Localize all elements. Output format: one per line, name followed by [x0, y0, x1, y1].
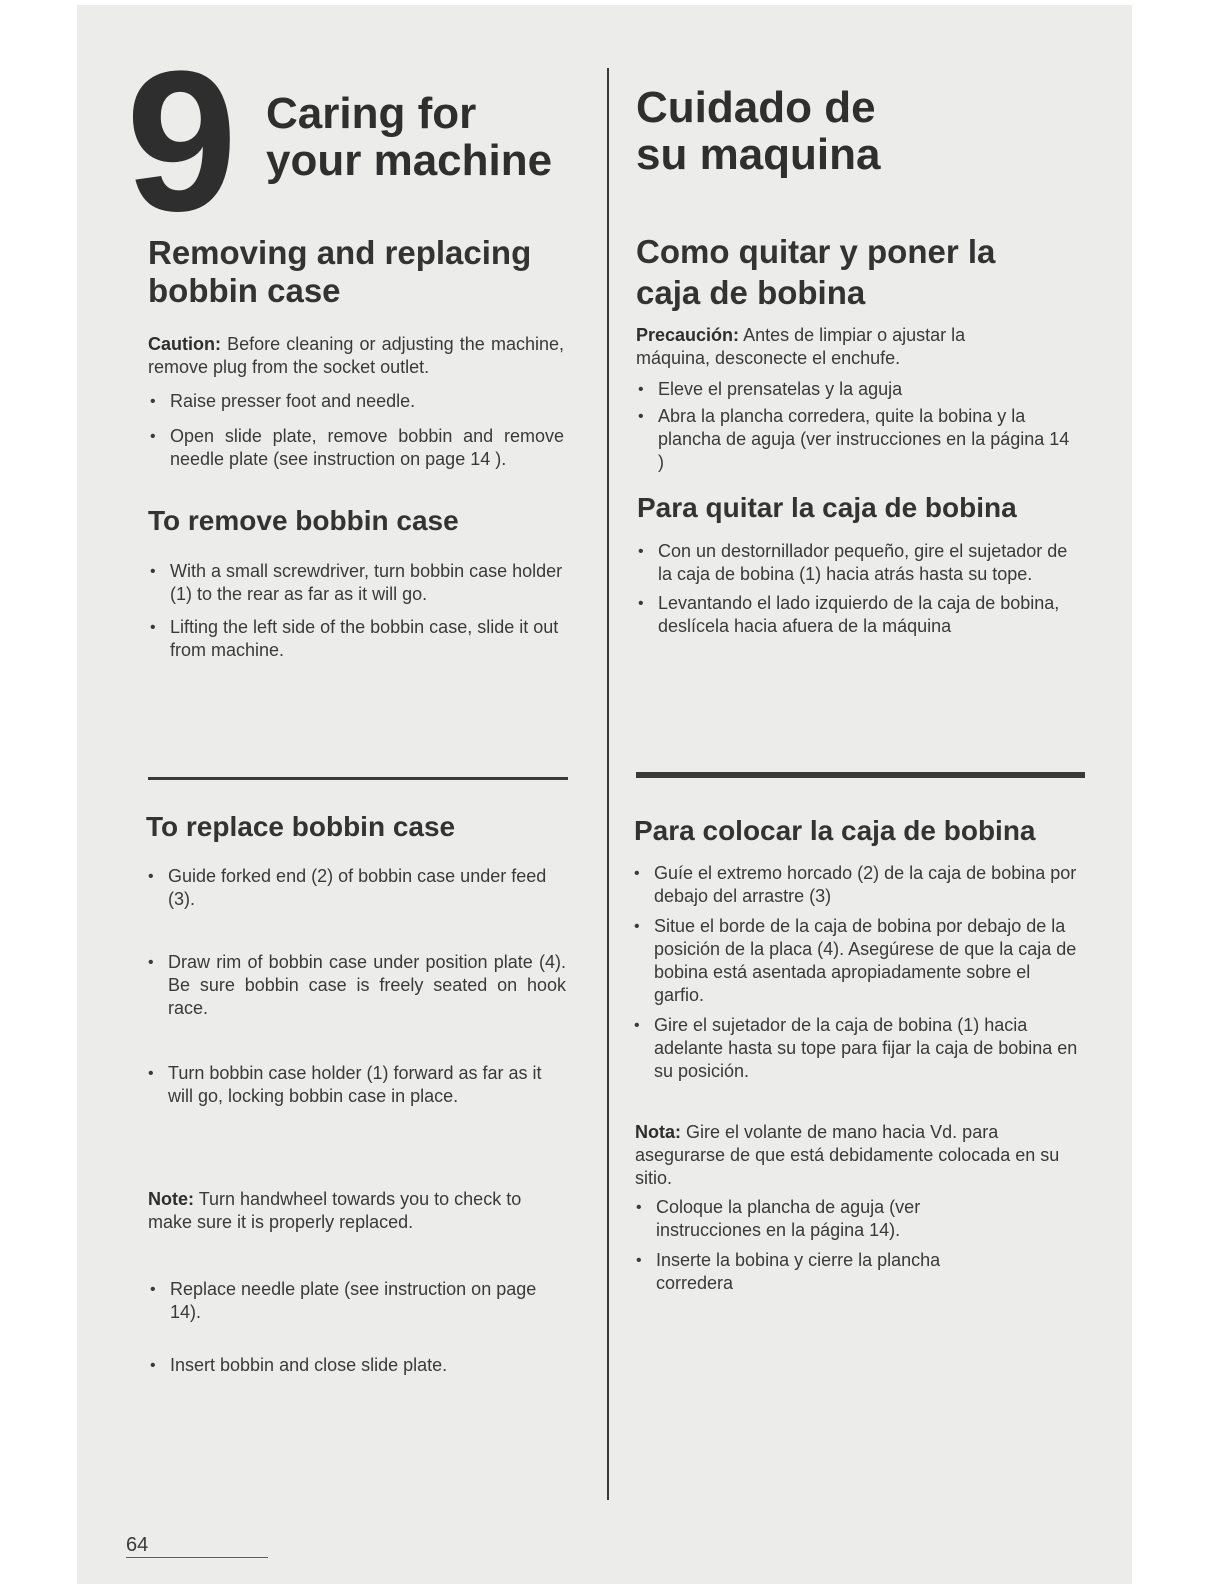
- list-item: • Con un destornillador pequeño, gire el sujetador de la caja de bobina (1) hacia atrás hasta su tope.: [636, 540, 1076, 586]
- list-item: • Open slide plate, remove bobbin and remove needle plate (see instruction on page 14 ).: [148, 425, 564, 471]
- chapter-title-es-line2: su maquina: [636, 130, 881, 179]
- list-item: • Situe el borde de la caja de bobina por debajo de la posición de la placa (4). Asegúrese de que la caja de bobina está asentada apropiadamente sobre el garfio.: [632, 915, 1084, 1007]
- list-item: • Lifting the left side of the bobbin case, slide it out from machine.: [148, 616, 566, 662]
- list-item: • Eleve el prensatelas y la aguja: [636, 378, 1076, 401]
- es-remove-list: [636, 540, 1076, 638]
- es-caution: [636, 324, 1036, 370]
- en-prep-list: [148, 390, 564, 471]
- en-section-heading-line2: bobbin case: [148, 272, 341, 309]
- footer-link-underline[interactable]: [126, 1557, 268, 1558]
- es-section-heading-line1: Como quitar y poner la: [636, 233, 996, 270]
- chapter-title-en-line2: your machine: [266, 136, 553, 185]
- list-item: • Inserte la bobina y cierre la plancha corredera: [634, 1249, 1084, 1295]
- list-item: • Raise presser foot and needle.: [148, 390, 564, 413]
- en-note: [148, 1188, 570, 1234]
- en-note-text: Turn handwheel towards you to check to make sure it is properly replaced.: [148, 1189, 522, 1232]
- es-caution-label: Precaución:: [636, 325, 740, 345]
- es-note-label: Nota:: [635, 1122, 681, 1142]
- es-remove-heading: Para quitar la caja de bobina: [637, 492, 1017, 523]
- en-section-heading: [148, 234, 531, 310]
- en-section-heading-line1: Removing and replacing: [148, 234, 532, 271]
- es-caution-text: Antes de limpiar o ajustar la máquina, desconecte el enchufe.: [636, 325, 966, 368]
- en-replace-list: [146, 865, 566, 1108]
- en-remove-list: [148, 560, 566, 662]
- list-item: • Insert bobbin and close slide plate.: [148, 1354, 568, 1377]
- es-replace-list: [632, 862, 1084, 1083]
- en-remove-heading: To remove bobbin case: [148, 505, 459, 536]
- list-item: • With a small screwdriver, turn bobbin case holder (1) to the rear as far as it will go.: [148, 560, 566, 606]
- en-replace-heading: To replace bobbin case: [146, 811, 456, 842]
- en-final-list: [148, 1278, 568, 1377]
- section-rule: [636, 772, 1085, 778]
- chapter-title-en-line1: Caring for: [266, 89, 477, 138]
- es-section-heading-line2: caja de bobina: [636, 274, 866, 311]
- list-item: • Replace needle plate (see instruction on page 14).: [148, 1278, 568, 1324]
- chapter-title-es: [636, 84, 881, 178]
- list-item: • Levantando el lado izquierdo de la caja de bobina, deslícela hacia afuera de la máquina: [636, 592, 1076, 638]
- column-divider: [607, 68, 609, 1500]
- en-caution-text: Before cleaning or adjusting the machine, remove plug from the socket outlet.: [148, 334, 564, 377]
- en-caution-label: Caution:: [148, 334, 221, 354]
- list-item: • Guide forked end (2) of bobbin case under feed (3).: [146, 865, 566, 911]
- section-rule: [148, 777, 568, 780]
- en-note-label: Note:: [148, 1189, 194, 1209]
- list-item: • Coloque la plancha de aguja (ver instrucciones en la página 14).: [634, 1196, 1084, 1242]
- en-caution: [148, 333, 564, 379]
- chapter-number: 9: [126, 30, 232, 253]
- list-item: • Turn bobbin case holder (1) forward as far as it will go, locking bobbin case in place.: [146, 1062, 566, 1108]
- chapter-title-es-line1: Cuidado de: [636, 83, 876, 132]
- es-section-heading: [636, 233, 995, 312]
- list-item: • Abra la plancha corredera, quite la bobina y la plancha de aguja (ver instrucciones en la página 14 ): [636, 405, 1076, 474]
- page-number: 64: [126, 1534, 149, 1556]
- list-item: • Guíe el extremo horcado (2) de la caja de bobina por debajo del arrastre (3): [632, 862, 1084, 908]
- es-note: [635, 1121, 1083, 1190]
- es-prep-list: [636, 378, 1076, 474]
- es-note-text: Gire el volante de mano hacia Vd. para asegurarse de que está debidamente colocada en su sitio.: [635, 1122, 1060, 1188]
- es-final-list: [634, 1196, 1084, 1295]
- chapter-title-en: [266, 90, 552, 184]
- list-item: • Gire el sujetador de la caja de bobina (1) hacia adelante hasta su tope para fijar la caja de bobina en su posición.: [632, 1014, 1084, 1083]
- list-item: • Draw rim of bobbin case under position plate (4). Be sure bobbin case is freely seated on hook race.: [146, 951, 566, 1020]
- es-replace-heading: Para colocar la caja de bobina: [634, 815, 1036, 846]
